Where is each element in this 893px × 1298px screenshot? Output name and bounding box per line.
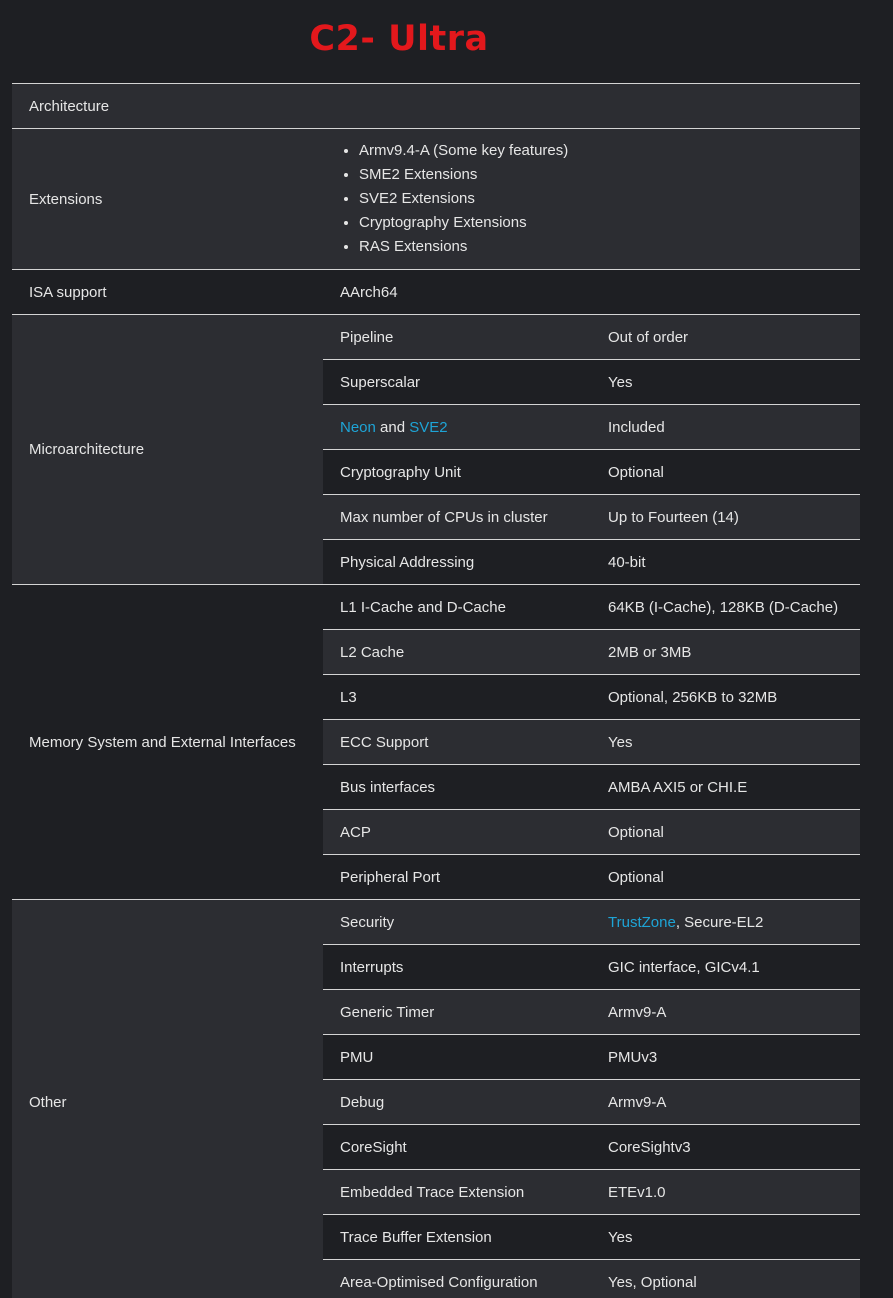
- spec-table: [12, 83, 860, 1298]
- feature-value: Yes: [591, 1215, 860, 1260]
- feature-value: Yes: [591, 360, 860, 405]
- feature-label: Pipeline: [323, 315, 591, 360]
- list-item: • Cryptography Extensions: [359, 211, 860, 235]
- feature-value: AMBA AXI5 or CHI.E: [591, 765, 860, 810]
- feature-label: L3: [323, 675, 591, 720]
- row-label-architecture: Architecture: [12, 84, 860, 129]
- security-rest: , Secure-EL2: [675, 913, 764, 931]
- feature-label: Superscalar: [323, 360, 591, 405]
- feature-value: 40-bit: [591, 540, 860, 585]
- feature-label: Cryptography Unit: [323, 450, 591, 495]
- neon-link[interactable]: Neon: [340, 418, 376, 436]
- feature-label: Area-Optimised Configuration: [323, 1260, 591, 1298]
- feature-label: L1 I-Cache and D-Cache: [323, 585, 591, 630]
- feature-value: Armv9-A: [591, 1080, 860, 1125]
- feature-label: Security: [323, 900, 591, 945]
- trustzone-link[interactable]: TrustZone: [608, 913, 676, 931]
- feature-value: Optional: [591, 810, 860, 855]
- table-row: [12, 900, 860, 945]
- feature-value: Armv9-A: [591, 990, 860, 1035]
- feature-value: Included: [591, 405, 860, 450]
- feature-value: Optional: [591, 855, 860, 900]
- feature-label: Debug: [323, 1080, 591, 1125]
- feature-value: Out of order: [591, 315, 860, 360]
- feature-label: Embedded Trace Extension: [323, 1170, 591, 1215]
- feature-value: 64KB (I-Cache), 128KB (D-Cache): [591, 585, 860, 630]
- table-row-extensions: [12, 129, 860, 270]
- feature-value: Optional: [591, 450, 860, 495]
- sve2-link[interactable]: SVE2: [409, 418, 448, 436]
- extensions-cell: [323, 129, 860, 270]
- row-label-other: Other: [12, 900, 323, 1298]
- feature-label: Generic Timer: [323, 990, 591, 1035]
- extensions-list: [340, 139, 860, 259]
- row-label-microarchitecture: Microarchitecture: [12, 315, 323, 585]
- row-label-extensions: Extensions: [12, 129, 323, 270]
- list-item: • Armv9.4-A (Some key features): [359, 139, 860, 163]
- feature-value: Optional, 256KB to 32MB: [591, 675, 860, 720]
- row-label-memory: Memory System and External Interfaces: [12, 585, 323, 900]
- feature-value: 2MB or 3MB: [591, 630, 860, 675]
- list-item: • SME2 Extensions: [359, 163, 860, 187]
- list-item: • RAS Extensions: [359, 235, 860, 259]
- table-row-isa: [12, 270, 860, 315]
- feature-label: [323, 405, 591, 450]
- feature-label: L2 Cache: [323, 630, 591, 675]
- table-row: [12, 585, 860, 630]
- feature-label: Trace Buffer Extension: [323, 1215, 591, 1260]
- feature-value: Yes, Optional: [591, 1260, 860, 1298]
- list-item: • SVE2 Extensions: [359, 187, 860, 211]
- feature-value: [591, 900, 860, 945]
- feature-label: Interrupts: [323, 945, 591, 990]
- feature-label: Max number of CPUs in cluster: [323, 495, 591, 540]
- feature-label: ECC Support: [323, 720, 591, 765]
- table-row: [12, 315, 860, 360]
- feature-value: ETEv1.0: [591, 1170, 860, 1215]
- and-text: and: [375, 418, 410, 436]
- feature-label: CoreSight: [323, 1125, 591, 1170]
- feature-value: GIC interface, GICv4.1: [591, 945, 860, 990]
- table-row-architecture: [12, 84, 860, 129]
- feature-label: Peripheral Port: [323, 855, 591, 900]
- feature-label: ACP: [323, 810, 591, 855]
- feature-value: Up to Fourteen (14): [591, 495, 860, 540]
- isa-value: AArch64: [323, 270, 860, 315]
- row-label-isa: ISA support: [12, 270, 323, 315]
- feature-label: Physical Addressing: [323, 540, 591, 585]
- feature-label: Bus interfaces: [323, 765, 591, 810]
- page-title: C2- Ultra: [309, 19, 489, 59]
- feature-value: PMUv3: [591, 1035, 860, 1080]
- feature-value: Yes: [591, 720, 860, 765]
- feature-value: CoreSightv3: [591, 1125, 860, 1170]
- feature-label: PMU: [323, 1035, 591, 1080]
